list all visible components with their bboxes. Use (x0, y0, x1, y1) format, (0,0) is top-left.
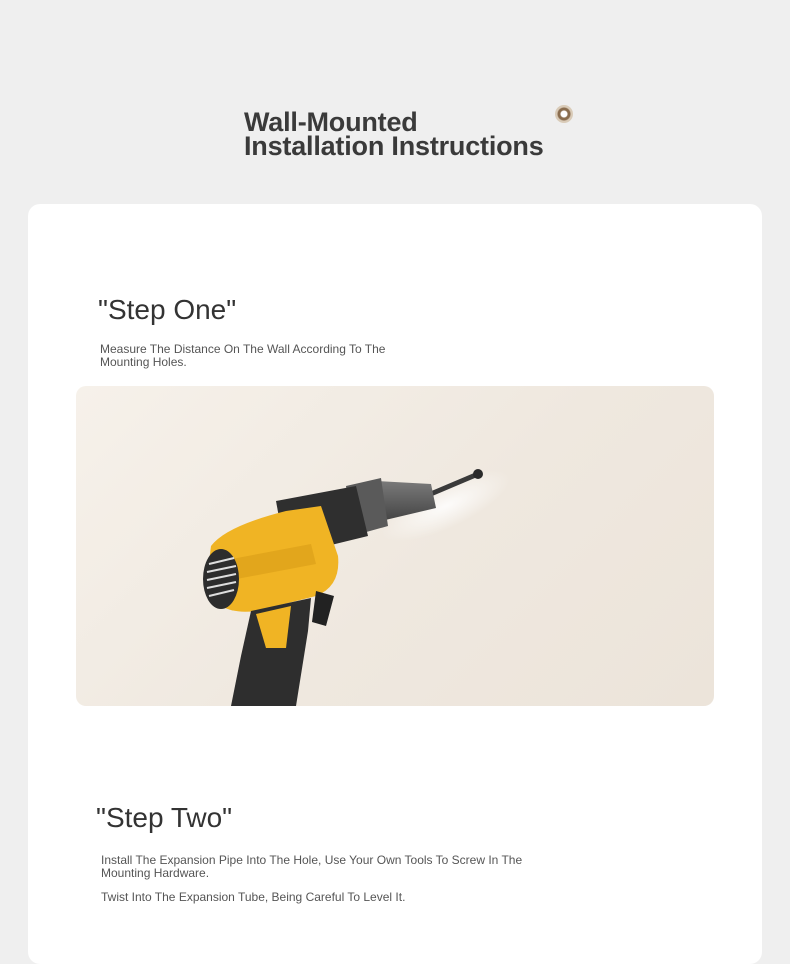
page-title-line2: Installation Instructions (244, 131, 544, 161)
step-two-description-2: Twist Into The Expansion Tube, Being Careful To Level It. (101, 890, 406, 904)
step-one-description: Measure The Distance On The Wall According To The Mounting Holes. (100, 342, 386, 369)
step-two-title: "Step Two" (96, 802, 233, 833)
step-one-title: "Step One" (98, 294, 237, 325)
brand-logo-icon (555, 105, 573, 123)
page-title (244, 107, 544, 161)
drill-illustration (76, 386, 714, 706)
page-title-line1: Wall-Mounted (244, 107, 418, 137)
drill-photo (76, 386, 714, 706)
step-two-description: Install The Expansion Pipe Into The Hole, Use Your Own Tools To Screw In The Mounting Hardware. (101, 853, 523, 880)
